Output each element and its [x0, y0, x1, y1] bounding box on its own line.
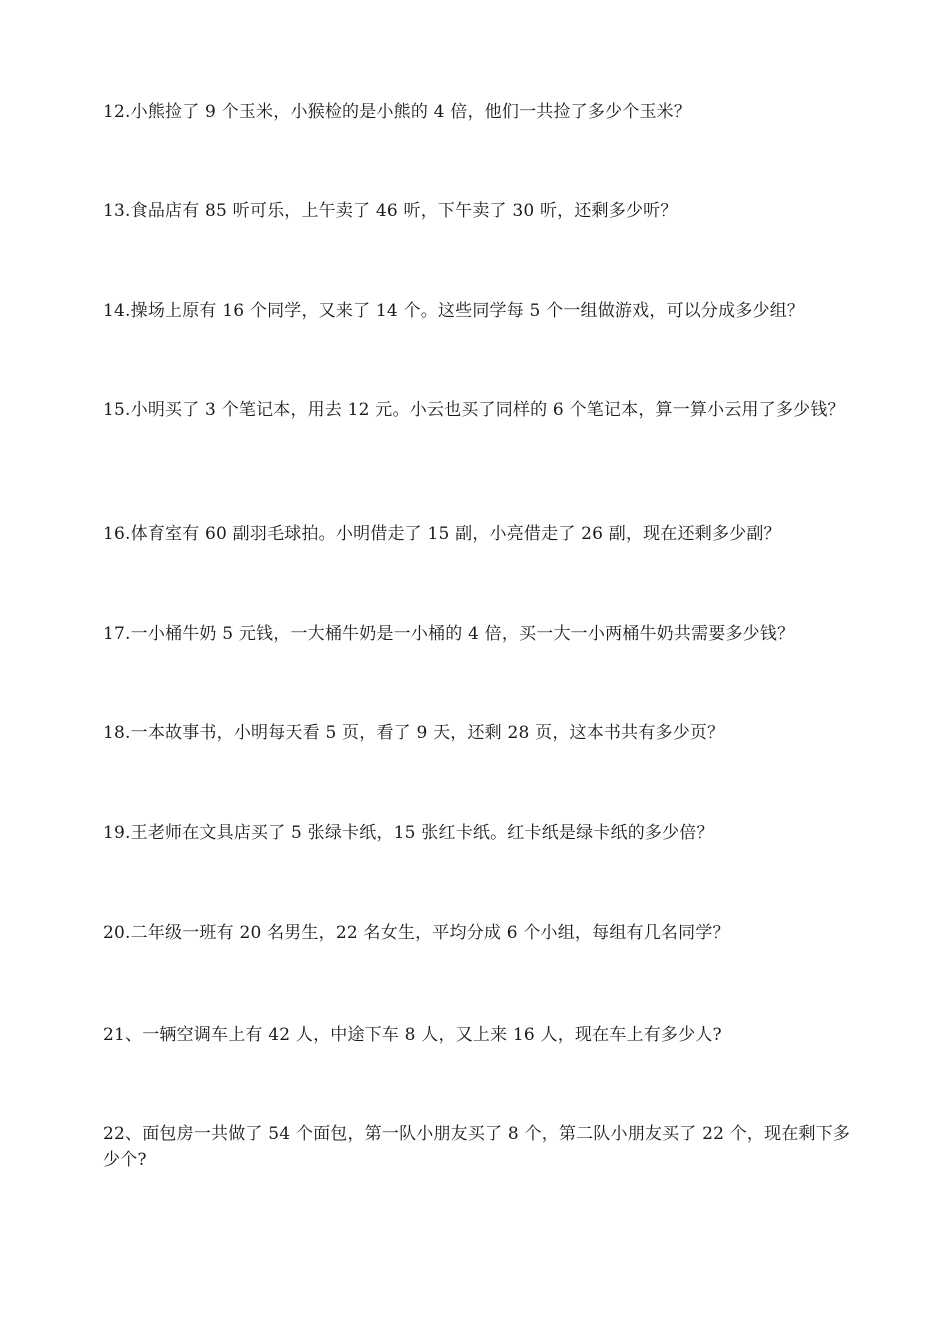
- problem-17: 17.一小桶牛奶 5 元钱，一大桶牛奶是一小桶的 4 倍，买一大一小两桶牛奶共需要多少钱？: [103, 624, 795, 644]
- problem-15: 15.小明买了 3 个笔记本，用去 12 元。小云也买了同样的 6 个笔记本，算一算小云用了多少钱？: [103, 400, 845, 420]
- problem-18: 18.一本故事书，小明每天看 5 页，看了 9 天，还剩 28 页，这本书共有多少页？: [103, 723, 725, 743]
- problem-22: 22、面包房一共做了 54 个面包，第一队小朋友买了 8 个，第二队小朋友买了 22 个，现在剩下多少个?: [103, 1124, 851, 1170]
- problem-13: 13.食品店有 85 听可乐，上午卖了 46 听，下午卖了 30 听，还剩多少听？: [103, 201, 678, 221]
- problem-20: 20.二年级一班有 20 名男生，22 名女生，平均分成 6 个小组，每组有几名同学？: [103, 923, 730, 943]
- problem-16: 16.体育室有 60 副羽毛球拍。小明借走了 15 副，小亮借走了 26 副，现在还剩多少副？: [103, 524, 781, 544]
- problem-12: 12.小熊捡了 9 个玉米，小猴检的是小熊的 4 倍，他们一共捡了多少个玉米？: [103, 102, 692, 122]
- problem-14: 14.操场上原有 16 个同学，又来了 14 个。这些同学每 5 个一组做游戏，可以分成多少组？: [103, 301, 805, 321]
- problem-21: 21、一辆空调车上有 42 人，中途下车 8 人，又上来 16 人，现在车上有多少人?: [103, 1025, 722, 1045]
- problem-19: 19.王老师在文具店买了 5 张绿卡纸，15 张红卡纸。红卡纸是绿卡纸的多少倍？: [103, 823, 714, 843]
